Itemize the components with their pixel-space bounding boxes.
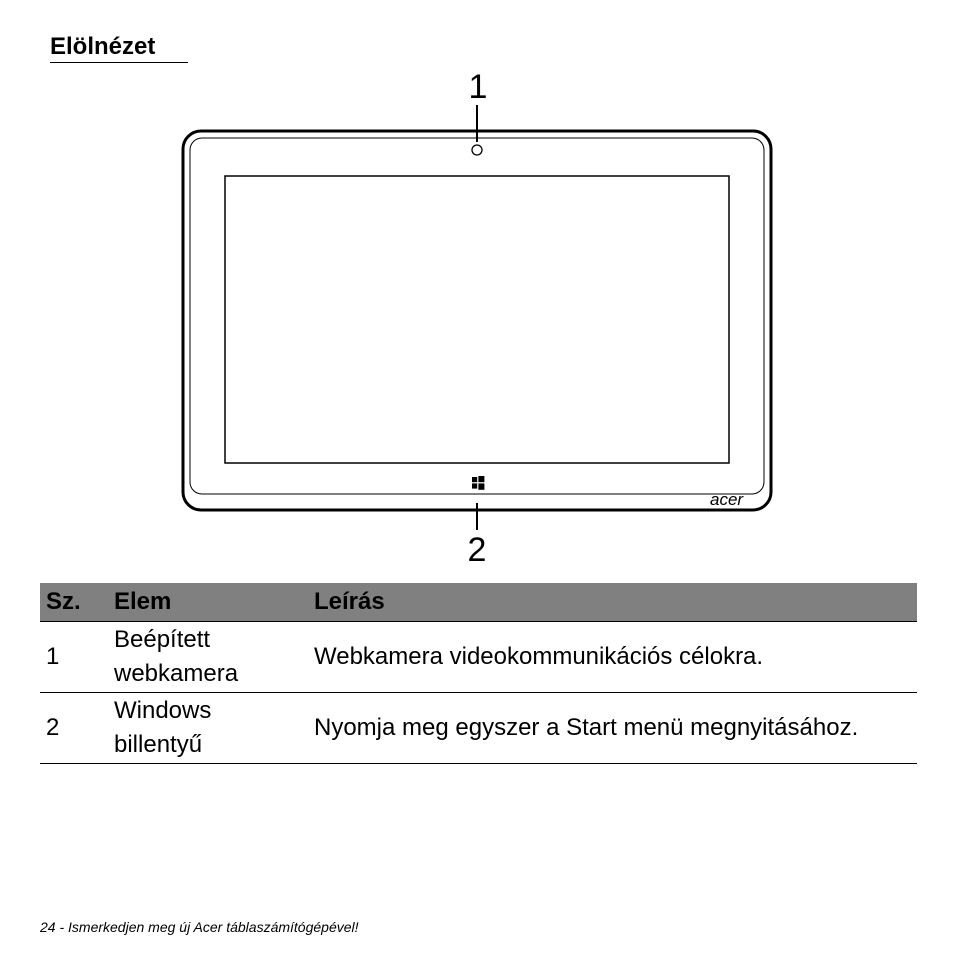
table-header-row bbox=[40, 583, 917, 622]
column-header-item: Elem bbox=[108, 583, 308, 622]
row-number: 2 bbox=[40, 693, 108, 764]
row-item: Beépített webkamera bbox=[108, 622, 308, 693]
table-row bbox=[40, 693, 917, 764]
tablet-screen bbox=[225, 176, 729, 463]
component-table bbox=[40, 583, 917, 764]
table-row bbox=[40, 622, 917, 693]
callout-label-1: 1 bbox=[468, 68, 488, 106]
row-number: 1 bbox=[40, 622, 108, 693]
row-description: Nyomja meg egyszer a Start menü megnyitásához. bbox=[308, 693, 917, 764]
row-description: Webkamera videokommunikációs célokra. bbox=[308, 622, 917, 693]
row-item: Windows billentyű bbox=[108, 693, 308, 764]
callout-label-2: 2 bbox=[467, 531, 487, 569]
section-heading: Elölnézet bbox=[50, 33, 156, 60]
column-header-description: Leírás bbox=[308, 583, 917, 622]
webcam-icon bbox=[472, 145, 482, 155]
acer-logo: acer bbox=[710, 490, 744, 509]
column-header-number: Sz. bbox=[40, 583, 108, 622]
page-footer: 24 - Ismerkedjen meg új Acer táblaszámítógépével! bbox=[40, 919, 359, 935]
